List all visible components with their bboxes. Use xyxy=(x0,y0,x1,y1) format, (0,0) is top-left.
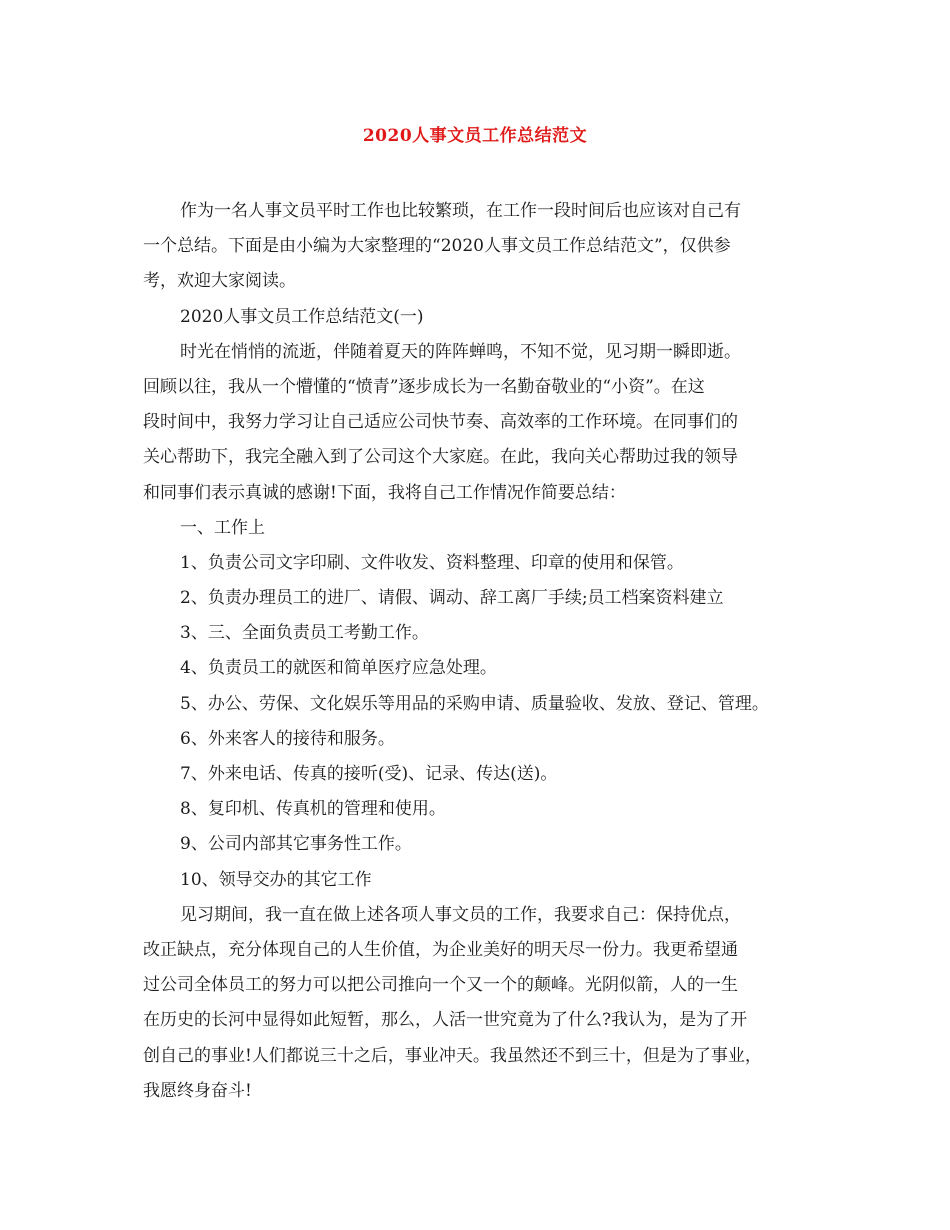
text-line: 回顾以往，我从一个懵懂的“愤青”逐步成长为一名勤奋敬业的“小资”。在这 xyxy=(143,376,705,397)
text-line: 时光在悄悄的流逝，伴随着夏天的阵阵蝉鸣，不知不觉，见习期一瞬即逝。 xyxy=(180,341,741,362)
document-body xyxy=(143,194,833,1109)
text-line: 7、外来电话、传真的接听(受)、记录、传达(送)。 xyxy=(180,764,558,784)
text-line: 在历史的长河中显得如此短暂，那么，人活一世究竟为了什么?我认为，是为了开 xyxy=(143,1010,748,1031)
text-line: 段时间中，我努力学习让自己适应公司快节奏、高效率的工作环境。在同事们的 xyxy=(143,412,738,433)
text-line: 4、负责员工的就医和简单医疗应急处理。 xyxy=(180,658,497,679)
text-line: 作为一名人事文员平时工作也比较繁琐，在工作一段时间后也应该对自己有 xyxy=(180,201,741,221)
text-line: 考，欢迎大家阅读。 xyxy=(143,271,296,292)
text-line: 关心帮助下，我完全融入到了公司这个大家庭。在此，我向关心帮助过我的领导 xyxy=(143,447,738,468)
text-line: 我愿终身奋斗! xyxy=(143,1080,252,1101)
text-line: 创自己的事业!人们都说三十之后，事业冲天。我虽然还不到三十，但是为了事业， xyxy=(143,1045,762,1066)
text-line: 3、三、全面负责员工考勤工作。 xyxy=(180,623,429,644)
text-line: 2、负责办理员工的进厂、请假、调动、辞工离厂手续;员工档案资料建立 xyxy=(180,588,724,609)
text-line: 6、外来客人的接待和服务。 xyxy=(180,728,395,749)
text-line: 改正缺点，充分体现自己的人生价值，为企业美好的明天尽一份力。我更希望通 xyxy=(143,939,738,960)
text-line: 10、领导交办的其它工作 xyxy=(180,869,372,890)
text-line: 2020人事文员工作总结范文(一) xyxy=(180,306,424,327)
document-title: 2020人事文员工作总结范文 xyxy=(362,126,588,146)
text-line: 一个总结。下面是由小编为大家整理的“2020人事文员工作总结范文”，仅供参 xyxy=(143,236,731,257)
text-line: 5、办公、劳保、文化娱乐等用品的采购申请、质量验收、发放、登记、管理。 xyxy=(180,693,769,714)
text-line: 1、负责公司文字印刷、文件收发、资料整理、印章的使用和保管。 xyxy=(180,552,684,573)
text-line: 过公司全体员工的努力可以把公司推向一个又一个的颠峰。光阴似箭，人的一生 xyxy=(143,975,738,996)
text-line: 一、工作上 xyxy=(180,517,265,538)
text-line: 8、复印机、传真机的管理和使用。 xyxy=(180,799,446,820)
text-line: 和同事们表示真诚的感谢!下面，我将自己工作情况作简要总结： xyxy=(143,482,626,503)
text-line: 9、公司内部其它事务性工作。 xyxy=(180,834,412,855)
text-line: 见习期间，我一直在做上述各项人事文员的工作，我要求自己：保持优点， xyxy=(180,904,741,925)
